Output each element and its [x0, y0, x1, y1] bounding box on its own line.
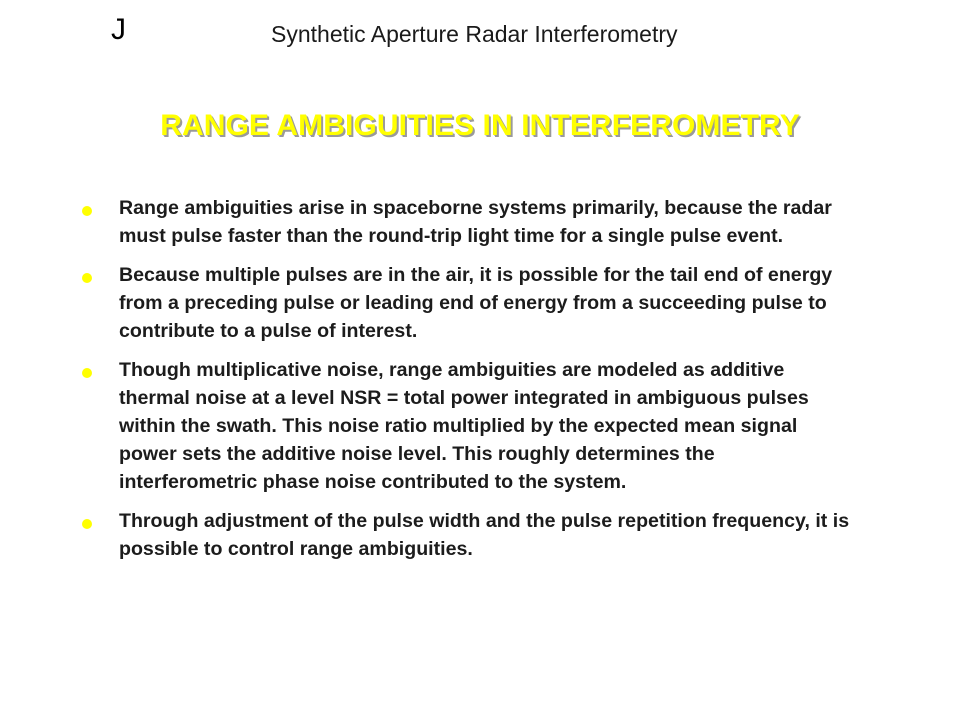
bullet-dot-icon [82, 206, 92, 216]
bullet-dot-icon [82, 519, 92, 529]
bullet-list [0, 194, 960, 574]
bullet-item [0, 194, 854, 250]
header-logo: J [111, 13, 126, 46]
bullet-dot-icon [82, 368, 92, 378]
bullet-item [0, 261, 854, 345]
bullet-dot-icon [82, 273, 92, 283]
header-title: Synthetic Aperture Radar Interferometry [271, 21, 678, 47]
bullet-item [0, 356, 854, 496]
bullet-item [0, 507, 854, 563]
bullet-text: Through adjustment of the pulse width and the pulse repetition frequency, it is possible to control range ambiguities. [119, 510, 850, 560]
slide-title: RANGE AMBIGUITIES IN INTERFEROMETRY [160, 109, 800, 142]
bullet-text: Because multiple pulses are in the air, it is possible for the tail end of energy from a preceding pulse or leading end of energy from a succeeding pulse to contribute to a pulse of interest. [119, 264, 833, 342]
bullet-text: Range ambiguities arise in spaceborne systems primarily, because the radar must pulse faster than the round-trip light time for a single pulse event. [119, 197, 832, 247]
bullet-text: Though multiplicative noise, range ambiguities are modeled as additive thermal noise at a level NSR = total power integrated in ambiguous pulses within the swath. This noise ratio multiplied by the expected mean signal power sets the additive noise level. This roughly determines the interferometric phase noise contributed to the system. [119, 359, 809, 493]
